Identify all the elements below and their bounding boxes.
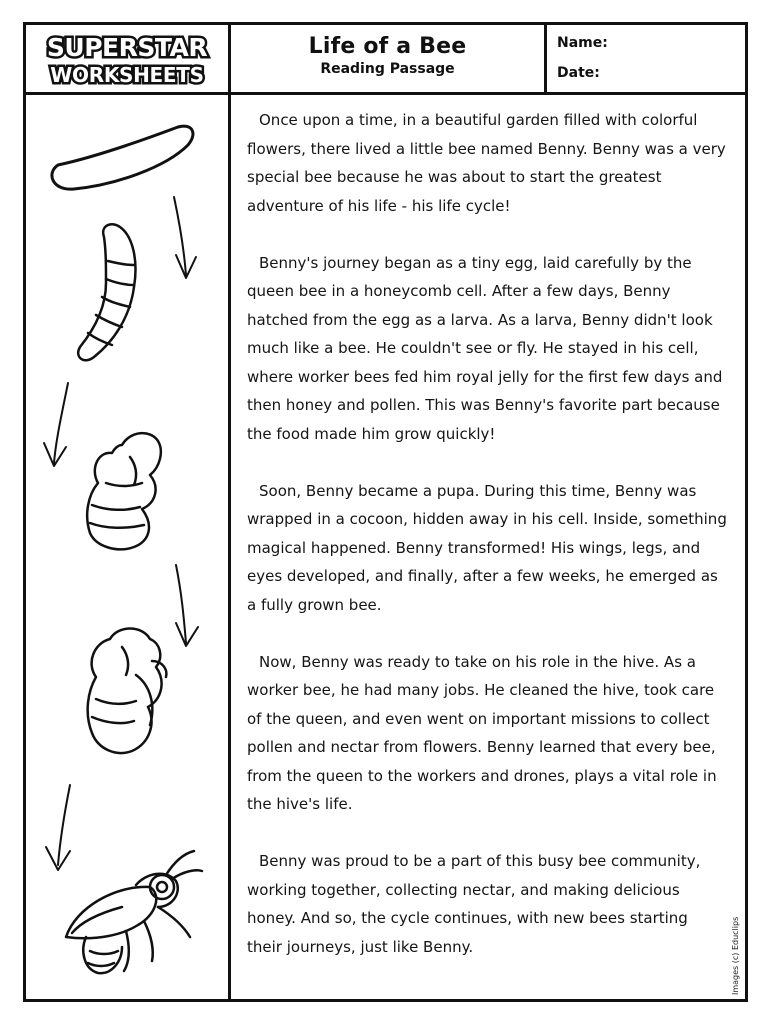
pupa-developing-illustration	[88, 629, 167, 753]
superstar-worksheets-logo	[32, 30, 222, 88]
worksheet-frame	[23, 22, 748, 1002]
life-cycle-illustrations	[26, 95, 228, 999]
student-info	[547, 25, 745, 92]
passage-paragraph: Benny was proud to be a part of this busy bee community, working together, collecting nectar, and making delicious honey. And so, the cycle continues, with new bees starting their journeys, just like Benny.	[247, 852, 701, 956]
reading-passage	[247, 106, 727, 990]
arrow-down-icon	[44, 383, 68, 466]
name-field-label: Name:	[557, 35, 608, 51]
egg-illustration	[52, 126, 193, 189]
passage-paragraph: Once upon a time, in a beautiful garden filled with colorful flowers, there lived a little bee named Benny. Benny was a very special bee because he was about to start the greatest adventure of his life - his life cycle!	[247, 111, 726, 215]
arrow-down-icon	[46, 785, 70, 870]
title-block	[231, 25, 544, 92]
worksheet-subtitle: Reading Passage	[320, 61, 455, 77]
arrow-down-icon	[174, 197, 196, 278]
logo-line1: SUPERSTAR	[46, 32, 208, 62]
adult-bee-illustration	[66, 851, 202, 973]
date-field-label: Date:	[557, 65, 600, 81]
image-credit-text: Images (c) Educlips	[731, 916, 740, 995]
passage-paragraph: Now, Benny was ready to take on his role in the hive. As a worker bee, he had many jobs. He cleaned the hive, took care of the queen, and even went on important missions to collect pollen and nectar from flowers. Benny learned that every bee, from the queen to the workers and drones, plays a vital role in the hive's life.	[247, 652, 717, 813]
logo	[26, 25, 228, 92]
image-credit	[727, 885, 747, 995]
passage-paragraph: Benny's journey began as a tiny egg, laid carefully by the queen bee in a honeycomb cell. After a few days, Benny hatched from the egg as a larva. As a larva, Benny didn't look much like a bee. He couldn't see or fly. He stayed in his cell, where worker bees fed him royal jelly for the first few days and then honey and pollen. This was Benny's favorite part because the food made him grow quickly!	[247, 253, 723, 443]
passage-paragraph: Soon, Benny became a pupa. During this time, Benny was wrapped in a cocoon, hidden away in his cell. Inside, something magical happened. Benny transformed! His wings, legs, and eyes developed, and finally, after a few weeks, he emerged as a fully grown bee.	[247, 481, 727, 614]
larva-illustration	[78, 224, 135, 360]
logo-line2: WORKSHEETS	[50, 62, 204, 87]
column-divider	[228, 25, 231, 999]
pupa-illustration	[87, 433, 161, 549]
arrow-down-icon	[176, 565, 198, 646]
worksheet-title: Life of a Bee	[308, 34, 467, 59]
